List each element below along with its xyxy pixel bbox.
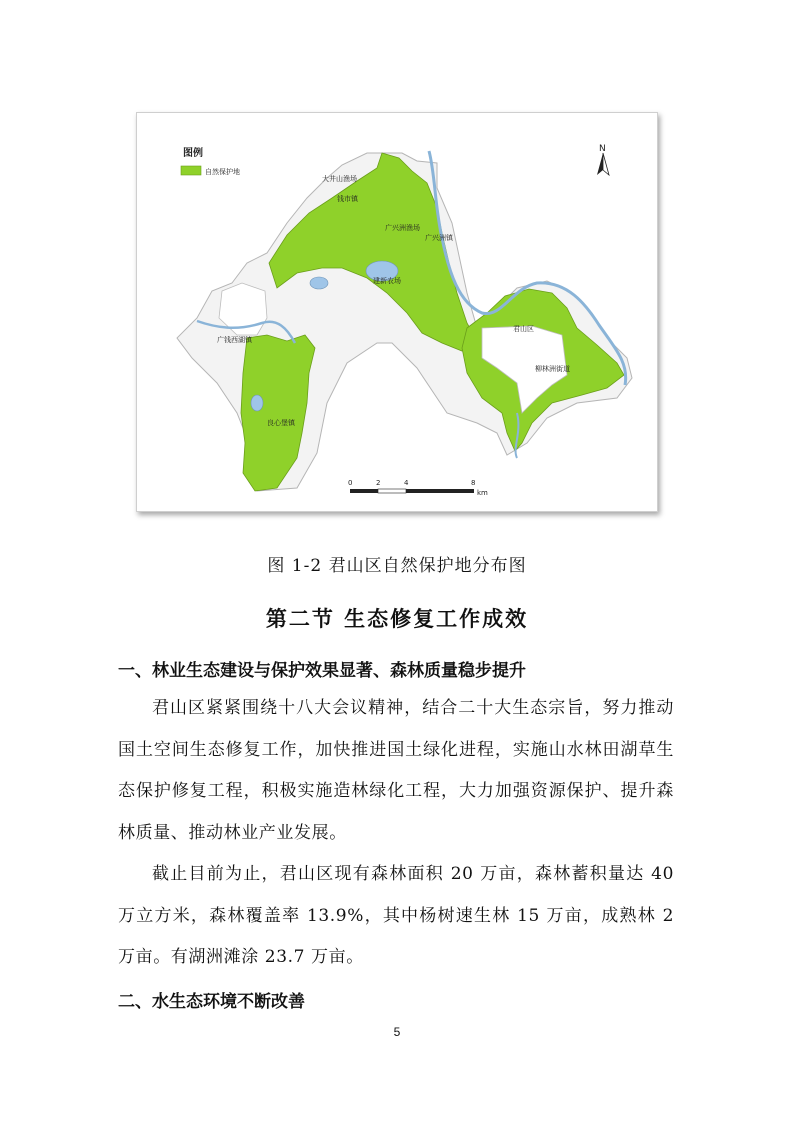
legend-item-label: 自然保护地 [205,168,240,176]
svg-text:8: 8 [471,479,476,487]
legend-swatch [181,166,201,175]
paragraph-forest-stats: 截止目前为止，君山区现有森林面积 20 万亩，森林蓄积量达 40 万立方米，森林覆盖率 13.9%，其中杨树速生林 15 万亩，成熟林 2 万亩。有湖洲滩涂 23.7 万亩。 [118,864,674,967]
north-arrow-icon [597,144,609,175]
scale-bar [348,479,488,497]
place-label: 君山区 [513,325,534,333]
section-title: 第二节 生态修复工作成效 [265,607,529,631]
svg-text:N: N [599,144,606,154]
place-label: 广兴洲镇 [425,234,453,242]
svg-text:0: 0 [348,479,353,487]
heading-water-ecology: 二、水生态环境不断改善 [118,992,305,1012]
place-label: 钱市镇 [337,195,358,203]
place-label: 柳林洲街道 [535,365,570,373]
map-figure [136,112,658,512]
svg-text:2: 2 [376,479,381,487]
place-label: 大井山渔场 [322,175,357,183]
paragraph-forestry-intro: 君山区紧紧围绕十八大会议精神，结合二十大生态宗旨，努力推动国土空间生态修复工作，加快推进国土绿化进程，实施山水林田湖草生态保护修复工程，积极实施造林绿化工程，大力加强资源保护、提升森林质量、推动林业产业发展。 [118,698,674,843]
place-label: 广钱西湖镇 [217,336,252,344]
place-label: 建新农场 [373,277,401,285]
map-canvas [137,113,657,511]
lake-small-south [251,395,263,411]
legend-title: 图例 [183,148,203,159]
figure-caption: 图 1-2 君山区自然保护地分布图 [267,556,527,576]
page-number: 5 [393,1025,401,1039]
lake-small-west [310,277,328,289]
place-label: 良心堡镇 [267,419,295,427]
svg-text:km: km [477,489,488,497]
place-label: 广兴洲渔场 [385,224,420,232]
heading-forestry: 一、林业生态建设与保护效果显著、森林质量稳步提升 [118,661,526,681]
svg-text:4: 4 [404,479,409,487]
